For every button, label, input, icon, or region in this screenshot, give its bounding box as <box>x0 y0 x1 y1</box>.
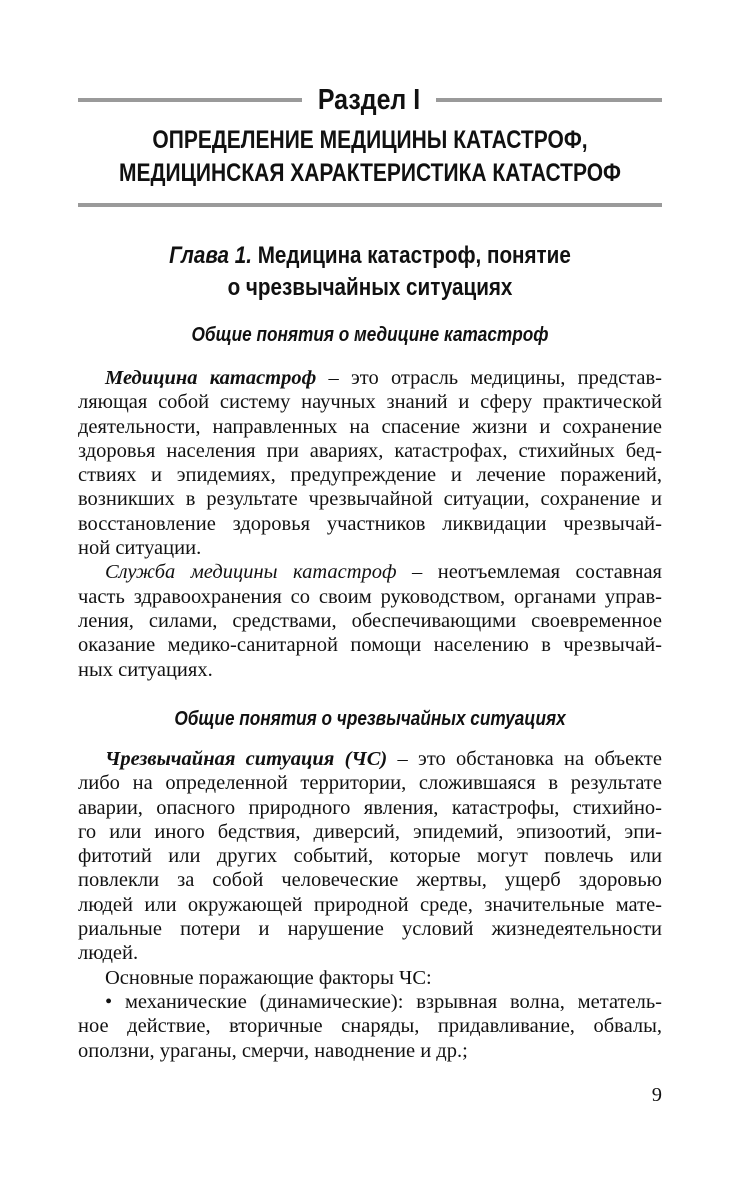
bullet-line: ное действие, вторичные снаряды, придавливание, обвалы, <box>78 1015 662 1038</box>
text-line: го или иного бедствия, диверсий, эпидемий, эпизоотий, эпи- <box>78 820 662 843</box>
paragraph-disaster-medicine <box>78 366 662 682</box>
rule-line-right <box>436 98 662 102</box>
text-line: Медицина катастроф – это отрасль медицины, представ- <box>105 367 662 389</box>
text-line: ления, силами, средствами, обеспечивающими своевременное <box>78 609 662 632</box>
chapter-title <box>103 240 636 304</box>
text-line: людей или окружающей природной среде, значительные мате- <box>78 893 662 916</box>
paragraph-emergency <box>78 747 662 1063</box>
text-line: здоровья населения при авариях, катастрофах, стихийных бед- <box>78 439 662 462</box>
text-line: ствиях и эпидемиях, предупреждение и лечение поражений, <box>78 464 662 487</box>
text-line: ной ситуации. <box>78 537 202 560</box>
rule-line-left <box>78 98 302 102</box>
term-emergency: Чрезвычайная ситуация <box>105 748 335 770</box>
text-line: ляющая собой систему научных знаний и сферу практической <box>78 391 662 414</box>
term-disaster-medicine: Медицина катастроф <box>105 367 317 389</box>
text-line: аварии, опасного природного явления, катастрофы, стихийно- <box>78 796 662 819</box>
section-header-rule <box>78 82 662 118</box>
text-line: возникших в результате чрезвычайной ситуации, сохранение и <box>78 488 662 511</box>
section-label: Раздел I <box>317 84 421 116</box>
section-title-line: МЕДИЦИНСКАЯ ХАРАКТЕРИСТИКА КАТАСТРОФ <box>119 159 621 187</box>
bullet-line: оползни, ураганы, смерчи, наводнение и др.; <box>78 1039 468 1062</box>
section-title <box>110 124 631 190</box>
text-line: деятельности, направленных на спасение жизни и сохранение <box>78 415 662 438</box>
text-line: ных ситуациях. <box>78 658 213 681</box>
subheading-disaster-medicine: Общие понятия о медицине катастроф <box>191 324 549 346</box>
text-line: риальные потери и нарушение условий жизнедеятельности <box>78 918 662 941</box>
text-line: восстановление здоровья участников ликвидации чрезвычай- <box>78 512 662 535</box>
term-disaster-medicine-service: Служба медицины катастроф <box>105 561 397 584</box>
text-line: людей. <box>78 942 139 965</box>
text-line: оказание медико-санитарной помощи населению в чрезвычай- <box>78 634 662 657</box>
text-line: Чрезвычайная ситуация (ЧС) – это обстановка на объекте <box>105 748 662 770</box>
text-line: Служба медицины катастроф – неотъемлемая составная <box>105 561 662 584</box>
section-title-line: ОПРЕДЕЛЕНИЕ МЕДИЦИНЫ КАТАСТРОФ, <box>152 126 588 154</box>
bullet-line: • механические (динамические): взрывная волна, метатель- <box>105 990 662 1013</box>
text-line: либо на определенной территории, сложившаяся в результате <box>78 772 662 795</box>
text-line: фитотий или других событий, которые могут повлечь или <box>78 845 662 868</box>
page-number: 9 <box>651 1084 662 1106</box>
chapter-title-text: Медицина катастроф, понятие <box>251 242 571 269</box>
section-title-divider <box>78 203 662 207</box>
text-line: Основные поражающие факторы ЧС: <box>105 966 432 989</box>
chapter-prefix: Глава 1. <box>169 242 252 269</box>
text-line: часть здравоохранения со своим руководством, органами управ- <box>78 585 662 608</box>
subheading-emergencies: Общие понятия о чрезвычайных ситуациях <box>174 708 566 730</box>
chapter-title-line <box>103 240 636 272</box>
term-emergency-abbr: (ЧС) <box>334 748 388 770</box>
text-line: повлекли за собой человеческие жертвы, ущерб здоровью <box>78 869 662 892</box>
chapter-title-line: о чрезвычайных ситуациях <box>227 274 513 301</box>
